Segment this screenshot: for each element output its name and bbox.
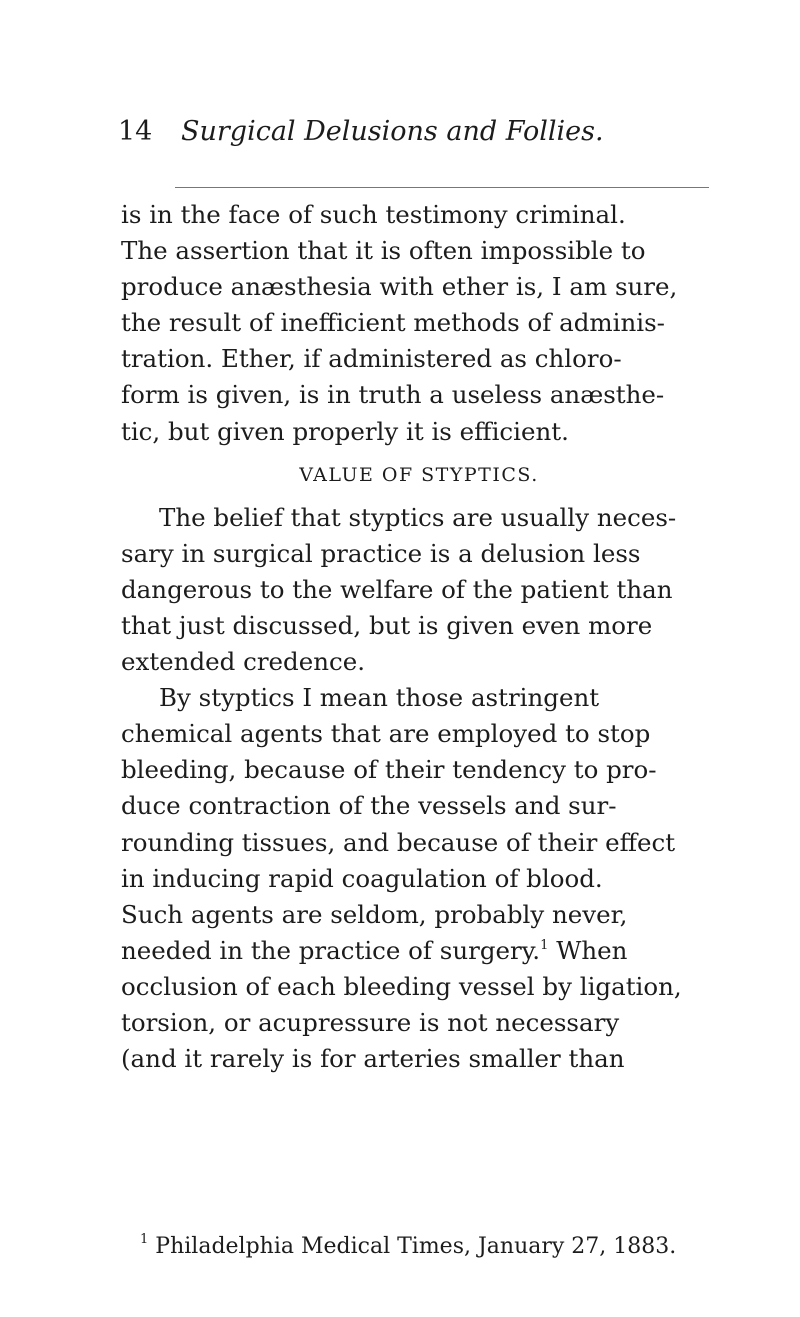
text-line bbox=[121, 536, 711, 572]
line-text: extended credence. bbox=[121, 647, 365, 677]
text-line bbox=[121, 197, 711, 233]
text-line bbox=[121, 716, 711, 752]
running-title: Surgical Delusions and Follies. bbox=[181, 116, 604, 147]
line-text: tration. Ether, if administered as chloro- bbox=[121, 344, 622, 374]
line-text: Such agents are seldom, probably never, bbox=[121, 899, 628, 929]
text-line bbox=[121, 572, 711, 608]
running-head bbox=[118, 112, 718, 152]
line-text: is in the face of such testimony criminal. bbox=[121, 200, 626, 229]
text-line bbox=[121, 1041, 711, 1077]
text-line bbox=[121, 341, 711, 377]
text-line bbox=[121, 680, 711, 716]
header-rule bbox=[175, 187, 709, 188]
footnote bbox=[140, 1230, 720, 1264]
body-text bbox=[121, 197, 711, 1077]
line-text: produce anæsthesia with ether is, I am sure, bbox=[121, 272, 678, 302]
text-line bbox=[121, 233, 711, 269]
line-text: form is given, is in truth a useless anæsthe- bbox=[121, 380, 665, 410]
text-line bbox=[121, 1005, 711, 1041]
section-heading: VALUE OF STYPTICS. bbox=[299, 463, 539, 486]
text-line bbox=[121, 269, 711, 305]
text-line bbox=[121, 377, 711, 413]
text-line bbox=[121, 969, 711, 1005]
text-line bbox=[121, 414, 711, 450]
line-text-part: needed in the practice of surgery. bbox=[121, 935, 541, 965]
text-line bbox=[121, 861, 711, 897]
text-line bbox=[121, 500, 711, 536]
text-line bbox=[121, 825, 711, 861]
footnote-text: Philadelphia Medical Times, January 27, 1883. bbox=[155, 1234, 677, 1259]
line-text: (and it rarely is for arteries smaller than bbox=[121, 1044, 625, 1074]
line-text: duce contraction of the vessels and sur- bbox=[121, 791, 617, 821]
line-text: tic, but given properly it is efficient. bbox=[121, 416, 569, 446]
line-text: dangerous to the welfare of the patient than bbox=[121, 574, 673, 604]
text-line bbox=[121, 644, 711, 680]
page-number: 14 bbox=[118, 116, 153, 147]
text-line bbox=[121, 608, 711, 644]
footnote-marker: 1 bbox=[140, 1232, 149, 1247]
line-text: The assertion that it is often impossible to bbox=[121, 236, 646, 266]
line-text: occlusion of each bleeding vessel by ligation, bbox=[121, 971, 682, 1001]
line-text: The belief that styptics are usually neces- bbox=[159, 502, 677, 532]
line-text: that just discussed, but is given even more bbox=[121, 610, 653, 640]
text-line bbox=[121, 788, 711, 824]
line-text: torsion, or acupressure is not necessary bbox=[121, 1007, 620, 1037]
text-line bbox=[121, 933, 711, 969]
line-text: By styptics I mean those astringent bbox=[159, 683, 600, 713]
line-text bbox=[121, 933, 627, 969]
line-text-part: When bbox=[556, 935, 628, 965]
line-text: in inducing rapid coagulation of blood. bbox=[121, 863, 603, 893]
line-text: the result of inefficient methods of adminis- bbox=[121, 308, 665, 338]
footnote-reference: 1 bbox=[540, 937, 549, 953]
line-text: sary in surgical practice is a delusion less bbox=[121, 538, 641, 568]
text-line bbox=[121, 897, 711, 933]
text-line bbox=[121, 752, 711, 788]
line-text: chemical agents that are employed to stop bbox=[121, 719, 651, 749]
line-text: bleeding, because of their tendency to pro- bbox=[121, 755, 657, 785]
line-text: rounding tissues, and because of their effect bbox=[121, 827, 676, 857]
text-line bbox=[121, 305, 711, 341]
